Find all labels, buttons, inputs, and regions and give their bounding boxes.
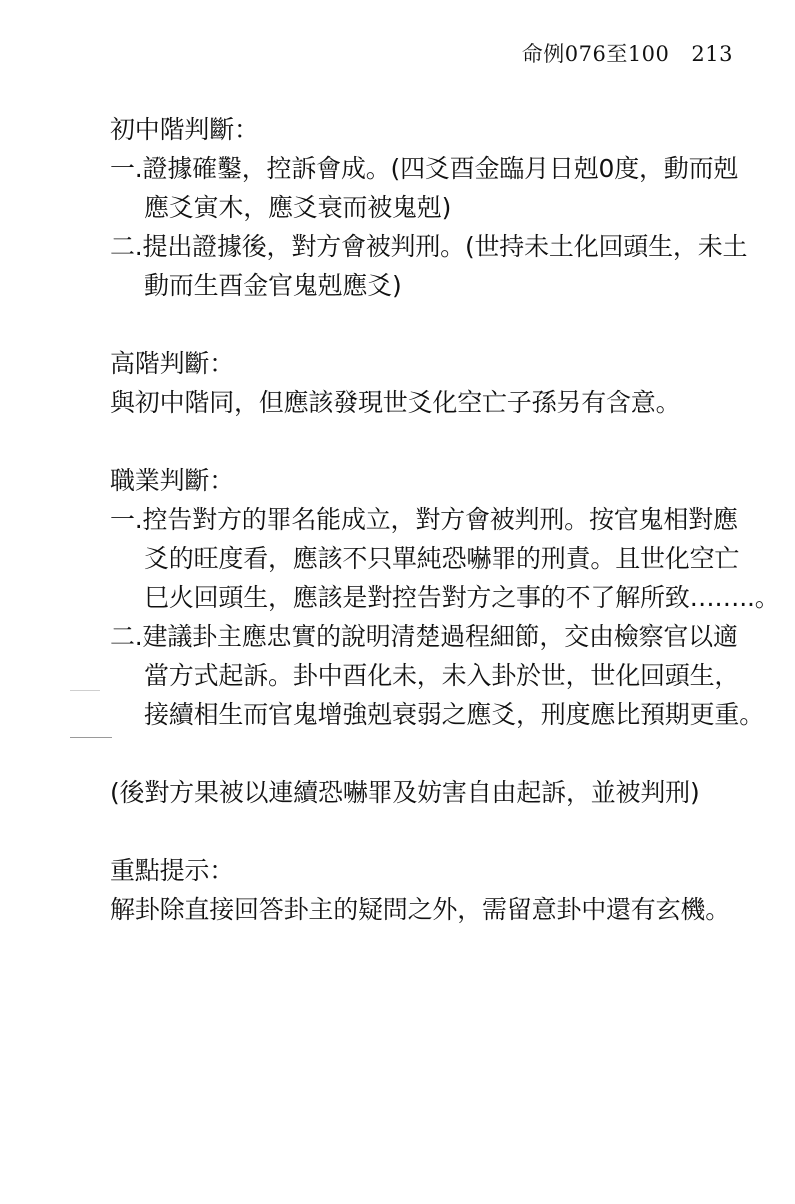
scan-artifact-line bbox=[70, 690, 100, 691]
professional-item1-line3: 巳火回頭生，應該是對控告對方之事的不了解所致……..。 bbox=[144, 583, 780, 612]
section-heading-professional: 職業判斷： bbox=[110, 466, 235, 495]
intermediate-item2-line1: 二.提出證據後，對方會被判刑。(世持未土化回頭生，未土 bbox=[110, 232, 748, 261]
section-heading-intermediate: 初中階判斷： bbox=[110, 115, 259, 144]
professional-item2-line2: 當方式起訴。卦中酉化未，未入卦於世，世化回頭生， bbox=[144, 661, 740, 690]
professional-item1-line2: 爻的旺度看，應該不只單純恐嚇罪的刑責。且世化空亡 bbox=[144, 544, 740, 573]
section-heading-key-points: 重點提示： bbox=[110, 856, 235, 885]
professional-item2-line1: 二.建議卦主應忠實的說明清楚過程細節，交由檢察官以適 bbox=[110, 622, 738, 651]
page-header bbox=[522, 38, 733, 68]
outcome-note: (後對方果被以連續恐嚇罪及妨害自由起訴，並被判刑) bbox=[110, 778, 700, 807]
section-heading-advanced: 高階判斷： bbox=[110, 349, 235, 378]
professional-item1-line1: 一.控告對方的罪名能成立，對方會被判刑。按官鬼相對應 bbox=[110, 505, 738, 534]
advanced-line1: 與初中階同，但應該發現世爻化空亡子孫另有含意。 bbox=[110, 388, 681, 417]
intermediate-item1-line2: 應爻寅木，應爻衰而被鬼剋) bbox=[144, 193, 452, 222]
page-number: 213 bbox=[691, 42, 733, 66]
intermediate-item2-line2: 動而生酉金官鬼剋應爻) bbox=[144, 271, 402, 300]
key-points-line1: 解卦除直接回答卦主的疑問之外，需留意卦中還有玄機。 bbox=[110, 895, 731, 924]
running-title: 命例076至100 bbox=[521, 42, 670, 66]
page-body bbox=[110, 110, 780, 929]
scan-artifact-line bbox=[70, 737, 112, 738]
professional-item2-line3: 接續相生而官鬼增強剋衰弱之應爻，刑度應比預期更重。 bbox=[144, 700, 765, 729]
intermediate-item1-line1: 一.證據確鑿，控訴會成。(四爻酉金臨月日剋0度，動而剋 bbox=[110, 154, 739, 183]
